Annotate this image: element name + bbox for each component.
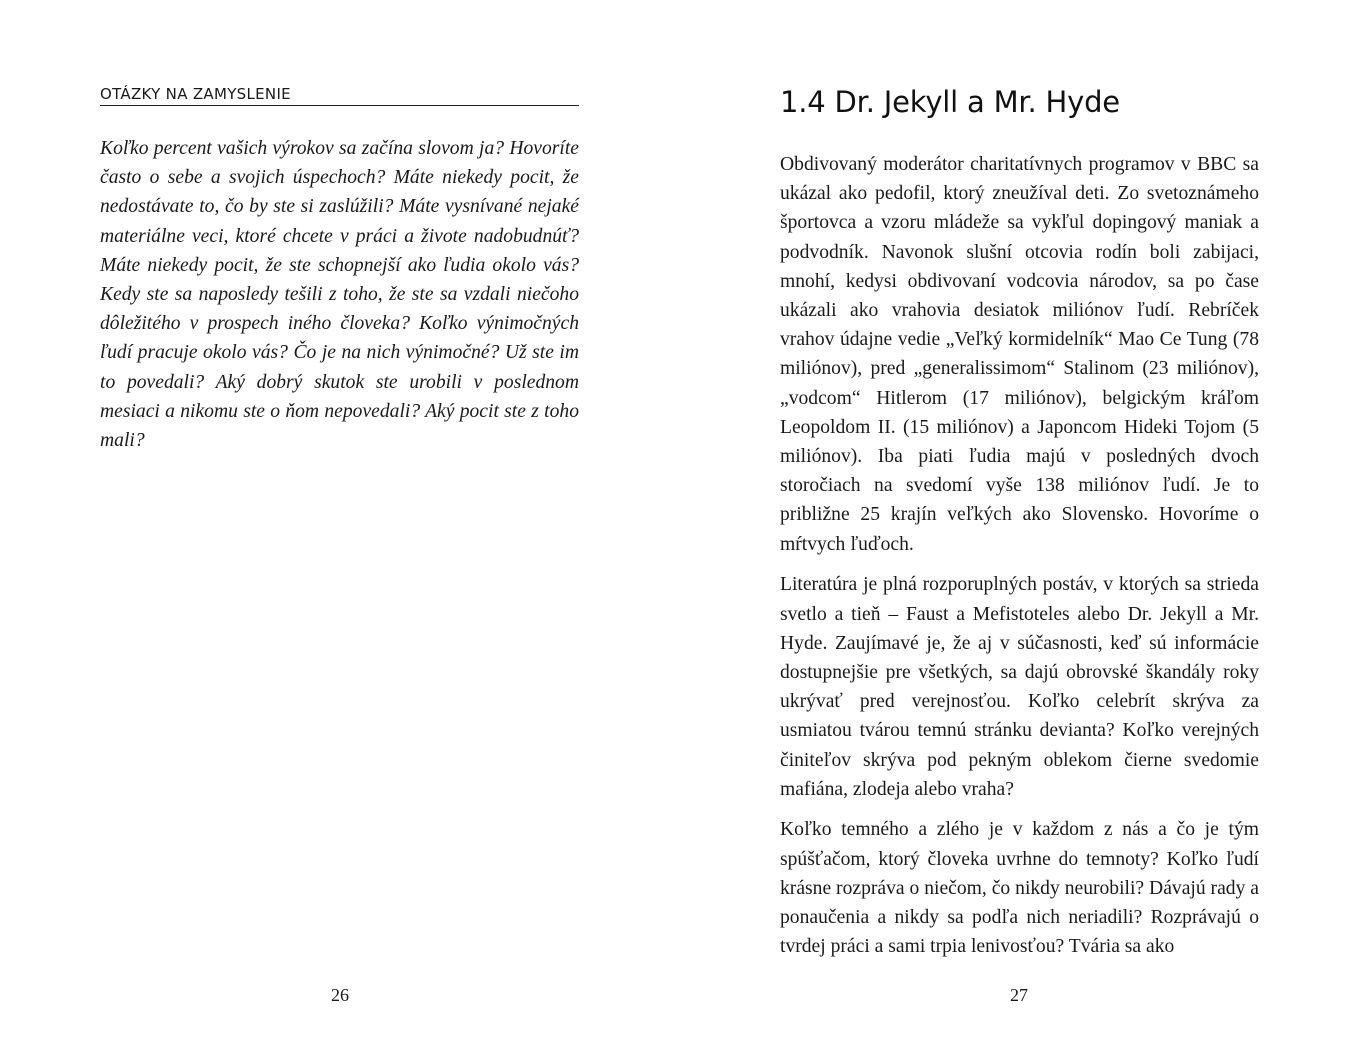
right-page xyxy=(680,0,1359,1063)
body-paragraph: Koľko temného a zlého je v každom z nás a čo je tým spúšťačom, ktorý človeka uvrhne do temnoty? Koľko ľudí krásne rozpráva o niečom, čo nikdy neurobili? Dávajú rady a ponaučenia a nikdy sa podľa nich neriadili? Rozprávajú o tvrdej práci a sami trpia lenivosťou? Tvária sa ako xyxy=(780,819,1259,958)
page-number-left: 26 xyxy=(331,985,349,1005)
section-header: OTÁZKY NA ZAMYSLENIE xyxy=(100,85,579,106)
body-paragraph: Literatúra je plná rozporuplných postáv, v ktorých sa strieda svetlo a tieň – Faust a Mefistoteles alebo Dr. Jekyll a Mr. Hyde. Zaujímavé je, že aj v súčasnosti, keď sú informácie dostupnejšie pre všetkých, sa dajú obrovské škandály roky ukrývať pred verejnosťou. Koľko celebrít skrýva za usmiatou tvárou temnú stránku devianta? Koľko verejných činiteľov skrýva pod pekným oblekom čierne svedomie mafiána, zlodeja alebo vraha? xyxy=(780,574,1259,800)
chapter-body xyxy=(780,150,1259,973)
page-number-right: 27 xyxy=(1010,985,1028,1005)
body-paragraph: Obdivovaný moderátor charitatívnych programov v BBC sa ukázal ako pedofil, ktorý zneužíval deti. Zo svetoznámeho športovca a vzoru mládeže sa vykľul dopingový maniak a podvodník. Navonok slušní otcovia rodín boli zabijaci, mnohí, kedysi obdivovaní vodcovia národov, sa po čase ukázali ako vrahovia desiatok miliónov ľudí. Rebríček vrahov údajne vedie „Veľký kormidelník“ Mao Ce Tung (78 miliónov), pred „generalissimom“ Stalinom (23 miliónov), „vodcom“ Hitlerom (17 miliónov), belgickým kráľom Leopoldom II. (15 miliónov) a Japoncom Hideki Tojom (5 miliónov). Iba piati ľudia majú v posledných dvoch storočiach na svedomí vyše 138 miliónov ľudí. Je to približne 25 krajín veľkých ako Slovensko. Hovoríme o mŕtvych ľuďoch. xyxy=(780,154,1259,555)
reflection-questions: Koľko percent vašich výrokov sa začína slovom ja? Hovoríte často o sebe a svojich úspechoch? Máte niekedy pocit, že nedostávate to, čo by ste si zaslúžili? Máte vysnívané nejaké materiálne veci, ktoré chcete v práci a živote nadobudnúť? Máte niekedy pocit, že ste schopnejší ako ľudia okolo vás? Kedy ste sa naposledy tešili z toho, že ste sa vzdali niečoho dôležitého v prospech iného človeka? Koľko výnimočných ľudí pracuje okolo vás? Čo je na nich výnimočné? Už ste im to povedali? Aký dobrý skutok ste urobili v poslednom mesiaci a nikomu ste o ňom nepovedali? Aký pocit ste z toho mali? xyxy=(100,138,579,452)
chapter-title: 1.4 Dr. Jekyll a Mr. Hyde xyxy=(780,85,1120,119)
